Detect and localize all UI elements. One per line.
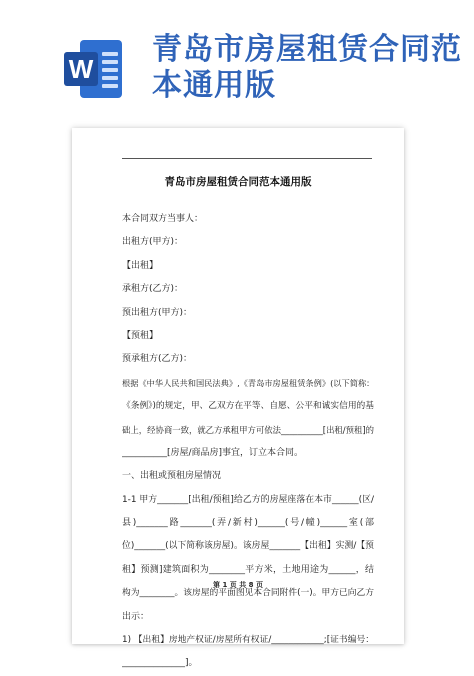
body-line: 位)_______(以下简称该房屋)。该房屋_______【出租】实测/【预 bbox=[122, 541, 374, 552]
page-footer: 第 1 页 共 8 页 bbox=[213, 581, 263, 589]
body-line: 承租方(乙方)： bbox=[122, 284, 184, 295]
banner-title bbox=[152, 32, 462, 104]
body-line: 【预租】 bbox=[122, 330, 159, 341]
body-line: 《条例》)的规定，甲、乙双方在平等、自愿、公平和诚实信用的基 bbox=[122, 401, 374, 412]
body-line: 租】预测]建筑面积为________平方米，土地用途为______，结 bbox=[122, 564, 374, 575]
body-line: 预出租方(甲方)： bbox=[122, 307, 193, 318]
body-line: 出租方(甲方)： bbox=[122, 237, 184, 248]
banner-title-line1: 青岛市房屋租赁合同范 bbox=[152, 32, 462, 67]
body-line: 县)_______路_______(弄/新村)______(号/幢)______室(部 bbox=[122, 518, 374, 529]
body-line: ______________]。 bbox=[122, 658, 198, 669]
document-title: 青岛市房屋租赁合同范本通用版 bbox=[164, 176, 312, 188]
word-icon bbox=[62, 38, 124, 100]
body-line: 本合同双方当事人： bbox=[122, 214, 204, 224]
body-line: 1-1 甲方_______[出租/预租]给乙方的房屋座落在本市______(区/ bbox=[122, 494, 374, 505]
banner-title-line2: 本通用版 bbox=[152, 68, 276, 103]
document-body bbox=[122, 208, 374, 676]
body-line: __________[房屋/商品房]事宜，订立本合同。 bbox=[122, 447, 304, 458]
body-line: 【出租】 bbox=[122, 260, 159, 271]
body-line: 根据《中华人民共和国民法典》,《青岛市房屋租赁条例》(以下简称： bbox=[122, 377, 374, 388]
body-line: 础上，经协商一致，就乙方承租甲方可依法__________[出租/预租]的 bbox=[122, 424, 374, 435]
body-line: 一、出租或预租房屋情况 bbox=[122, 471, 222, 482]
body-line: 出示： bbox=[122, 611, 150, 622]
header-rule bbox=[122, 158, 372, 159]
word-icon-badge: W bbox=[64, 52, 98, 86]
header-banner bbox=[0, 0, 474, 130]
body-line: 预承租方(乙方)： bbox=[122, 354, 193, 365]
document-page bbox=[72, 128, 404, 669]
body-line: 构为________。该房屋的平面图见本合同附件(一)。甲方已向乙方 bbox=[122, 588, 374, 599]
body-line: 1) 【出租】房地产权证/房屋所有权证/____________;[证书编号： bbox=[122, 635, 374, 646]
